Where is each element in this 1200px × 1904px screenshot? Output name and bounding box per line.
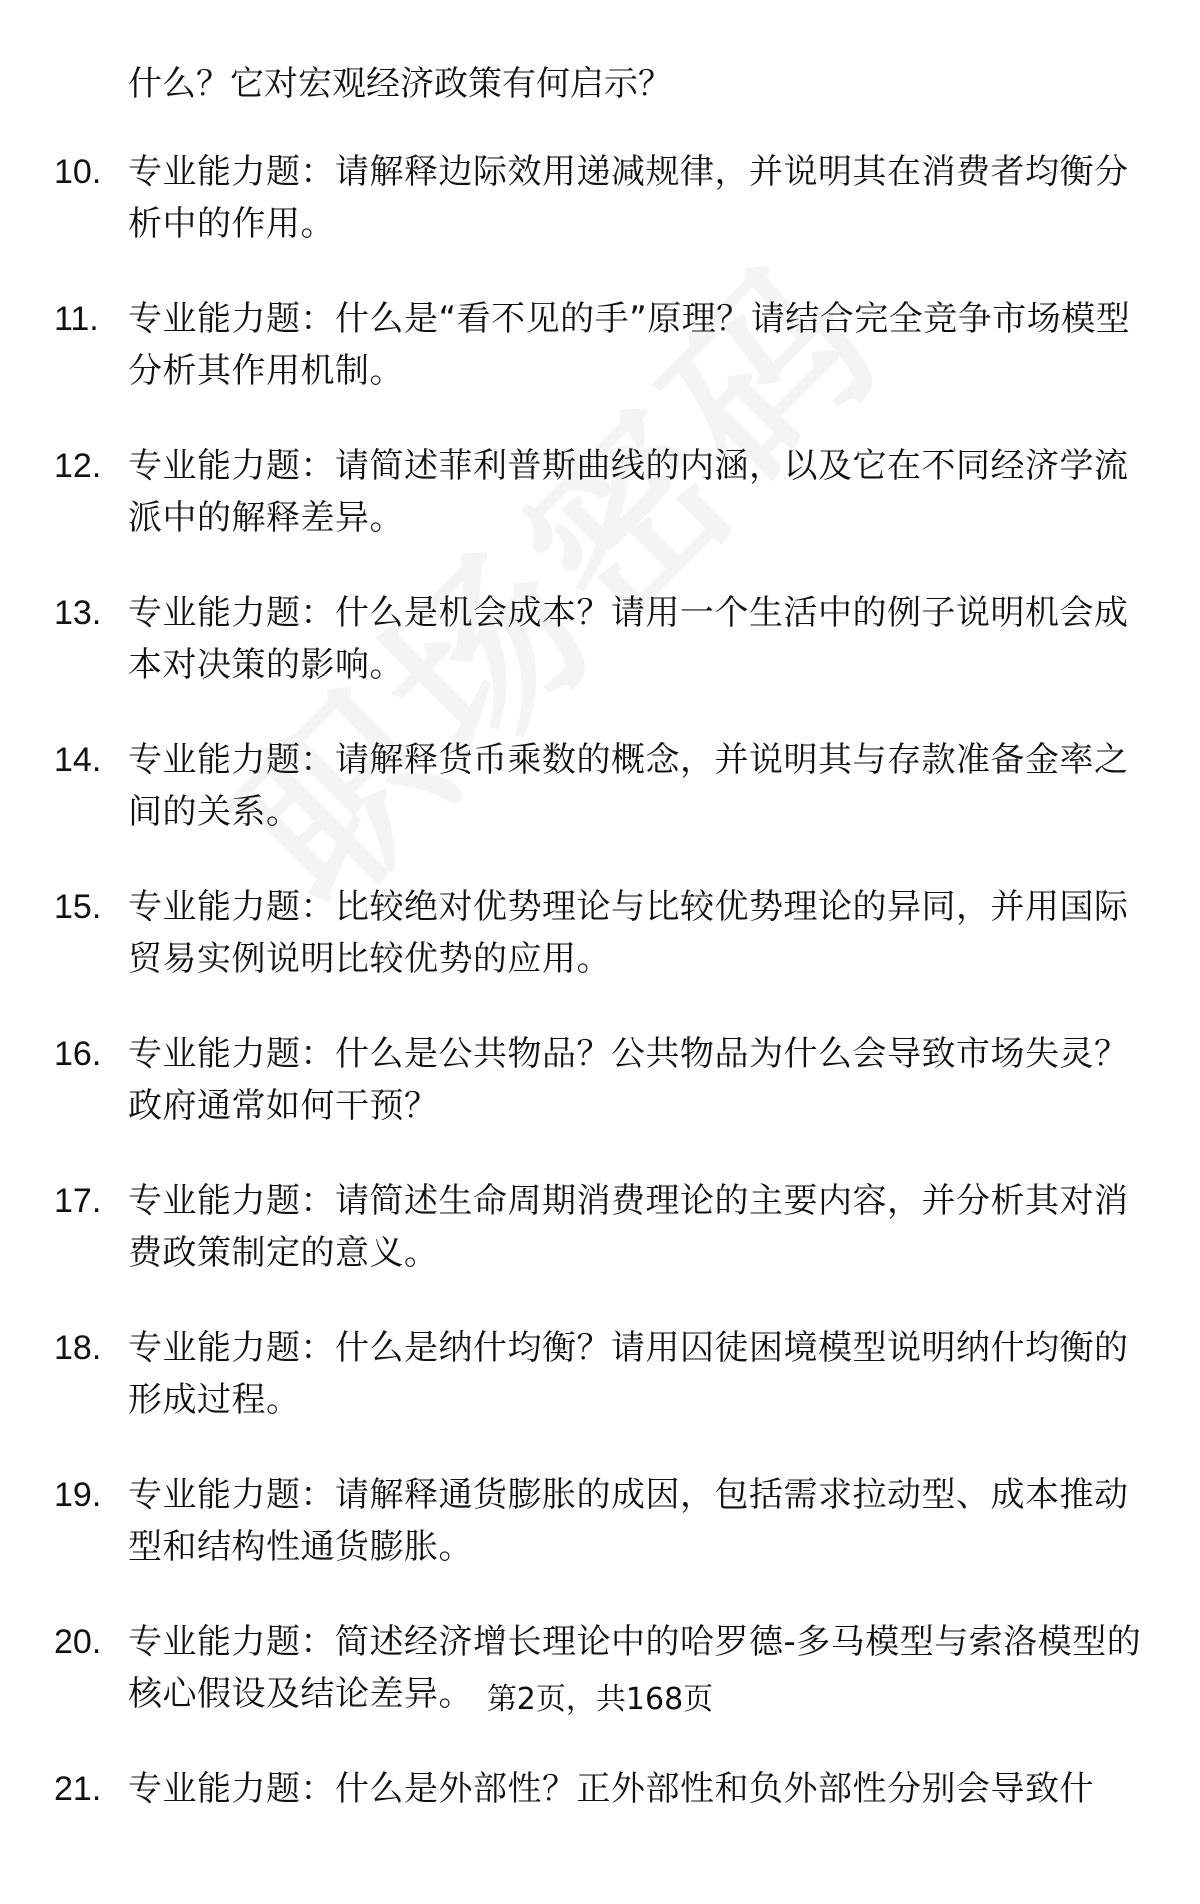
question-number: 10. bbox=[54, 153, 102, 191]
question-item bbox=[0, 1316, 1200, 1463]
question-list bbox=[0, 140, 1200, 1904]
question-item bbox=[0, 1022, 1200, 1169]
question-text: 专业能力题：简述经济增长理论中的哈罗德-多马模型与索洛模型的核心假设及结论差异。 bbox=[128, 1622, 1142, 1714]
question-text: 专业能力题：什么是纳什均衡？请用囚徒困境模型说明纳什均衡的形成过程。 bbox=[128, 1328, 1129, 1420]
question-item bbox=[0, 287, 1200, 434]
question-item bbox=[0, 875, 1200, 1022]
question-item bbox=[0, 1757, 1200, 1904]
question-number: 17. bbox=[54, 1182, 102, 1220]
question-text: 专业能力题：什么是“看不见的手”原理？请结合完全竞争市场模型分析其作用机制。 bbox=[128, 299, 1131, 391]
question-number: 14. bbox=[54, 741, 102, 779]
question-number: 15. bbox=[54, 888, 102, 926]
question-item bbox=[0, 1169, 1200, 1316]
question-number: 18. bbox=[54, 1329, 102, 1367]
question-number: 12. bbox=[54, 447, 102, 485]
question-text: 专业能力题：请简述生命周期消费理论的主要内容，并分析其对消费政策制定的意义。 bbox=[128, 1181, 1129, 1273]
question-number: 19. bbox=[54, 1476, 102, 1514]
page-number-footer: 第2页，共168页 bbox=[486, 1682, 714, 1717]
question-number: 21. bbox=[54, 1770, 102, 1808]
question-item bbox=[0, 728, 1200, 875]
question-text: 专业能力题：请解释边际效用递减规律，并说明其在消费者均衡分析中的作用。 bbox=[128, 152, 1129, 244]
question-text: 专业能力题：比较绝对优势理论与比较优势理论的异同，并用国际贸易实例说明比较优势的应用。 bbox=[128, 887, 1129, 979]
question-text: 专业能力题：请解释货币乘数的概念，并说明其与存款准备金率之间的关系。 bbox=[128, 740, 1129, 832]
question-number: 11. bbox=[54, 300, 99, 338]
question-item bbox=[0, 140, 1200, 287]
question-number: 20. bbox=[54, 1623, 102, 1661]
question-text: 专业能力题：什么是外部性？正外部性和负外部性分别会导致什 bbox=[128, 1769, 1094, 1809]
question-text: 专业能力题：什么是机会成本？请用一个生活中的例子说明机会成本对决策的影响。 bbox=[128, 593, 1129, 685]
question-text: 专业能力题：什么是公共物品？公共物品为什么会导致市场失灵？政府通常如何干预？ bbox=[128, 1034, 1129, 1126]
continued-question-text: 什么？它对宏观经济政策有何启示？ bbox=[128, 64, 672, 104]
question-text: 专业能力题：请解释通货膨胀的成因，包括需求拉动型、成本推动型和结构性通货膨胀。 bbox=[128, 1475, 1129, 1567]
question-item bbox=[0, 434, 1200, 581]
question-item bbox=[0, 1463, 1200, 1610]
question-number: 16. bbox=[54, 1035, 102, 1073]
question-item bbox=[0, 581, 1200, 728]
question-number: 13. bbox=[54, 594, 102, 632]
question-text: 专业能力题：请简述菲利普斯曲线的内涵，以及它在不同经济学流派中的解释差异。 bbox=[128, 446, 1129, 538]
